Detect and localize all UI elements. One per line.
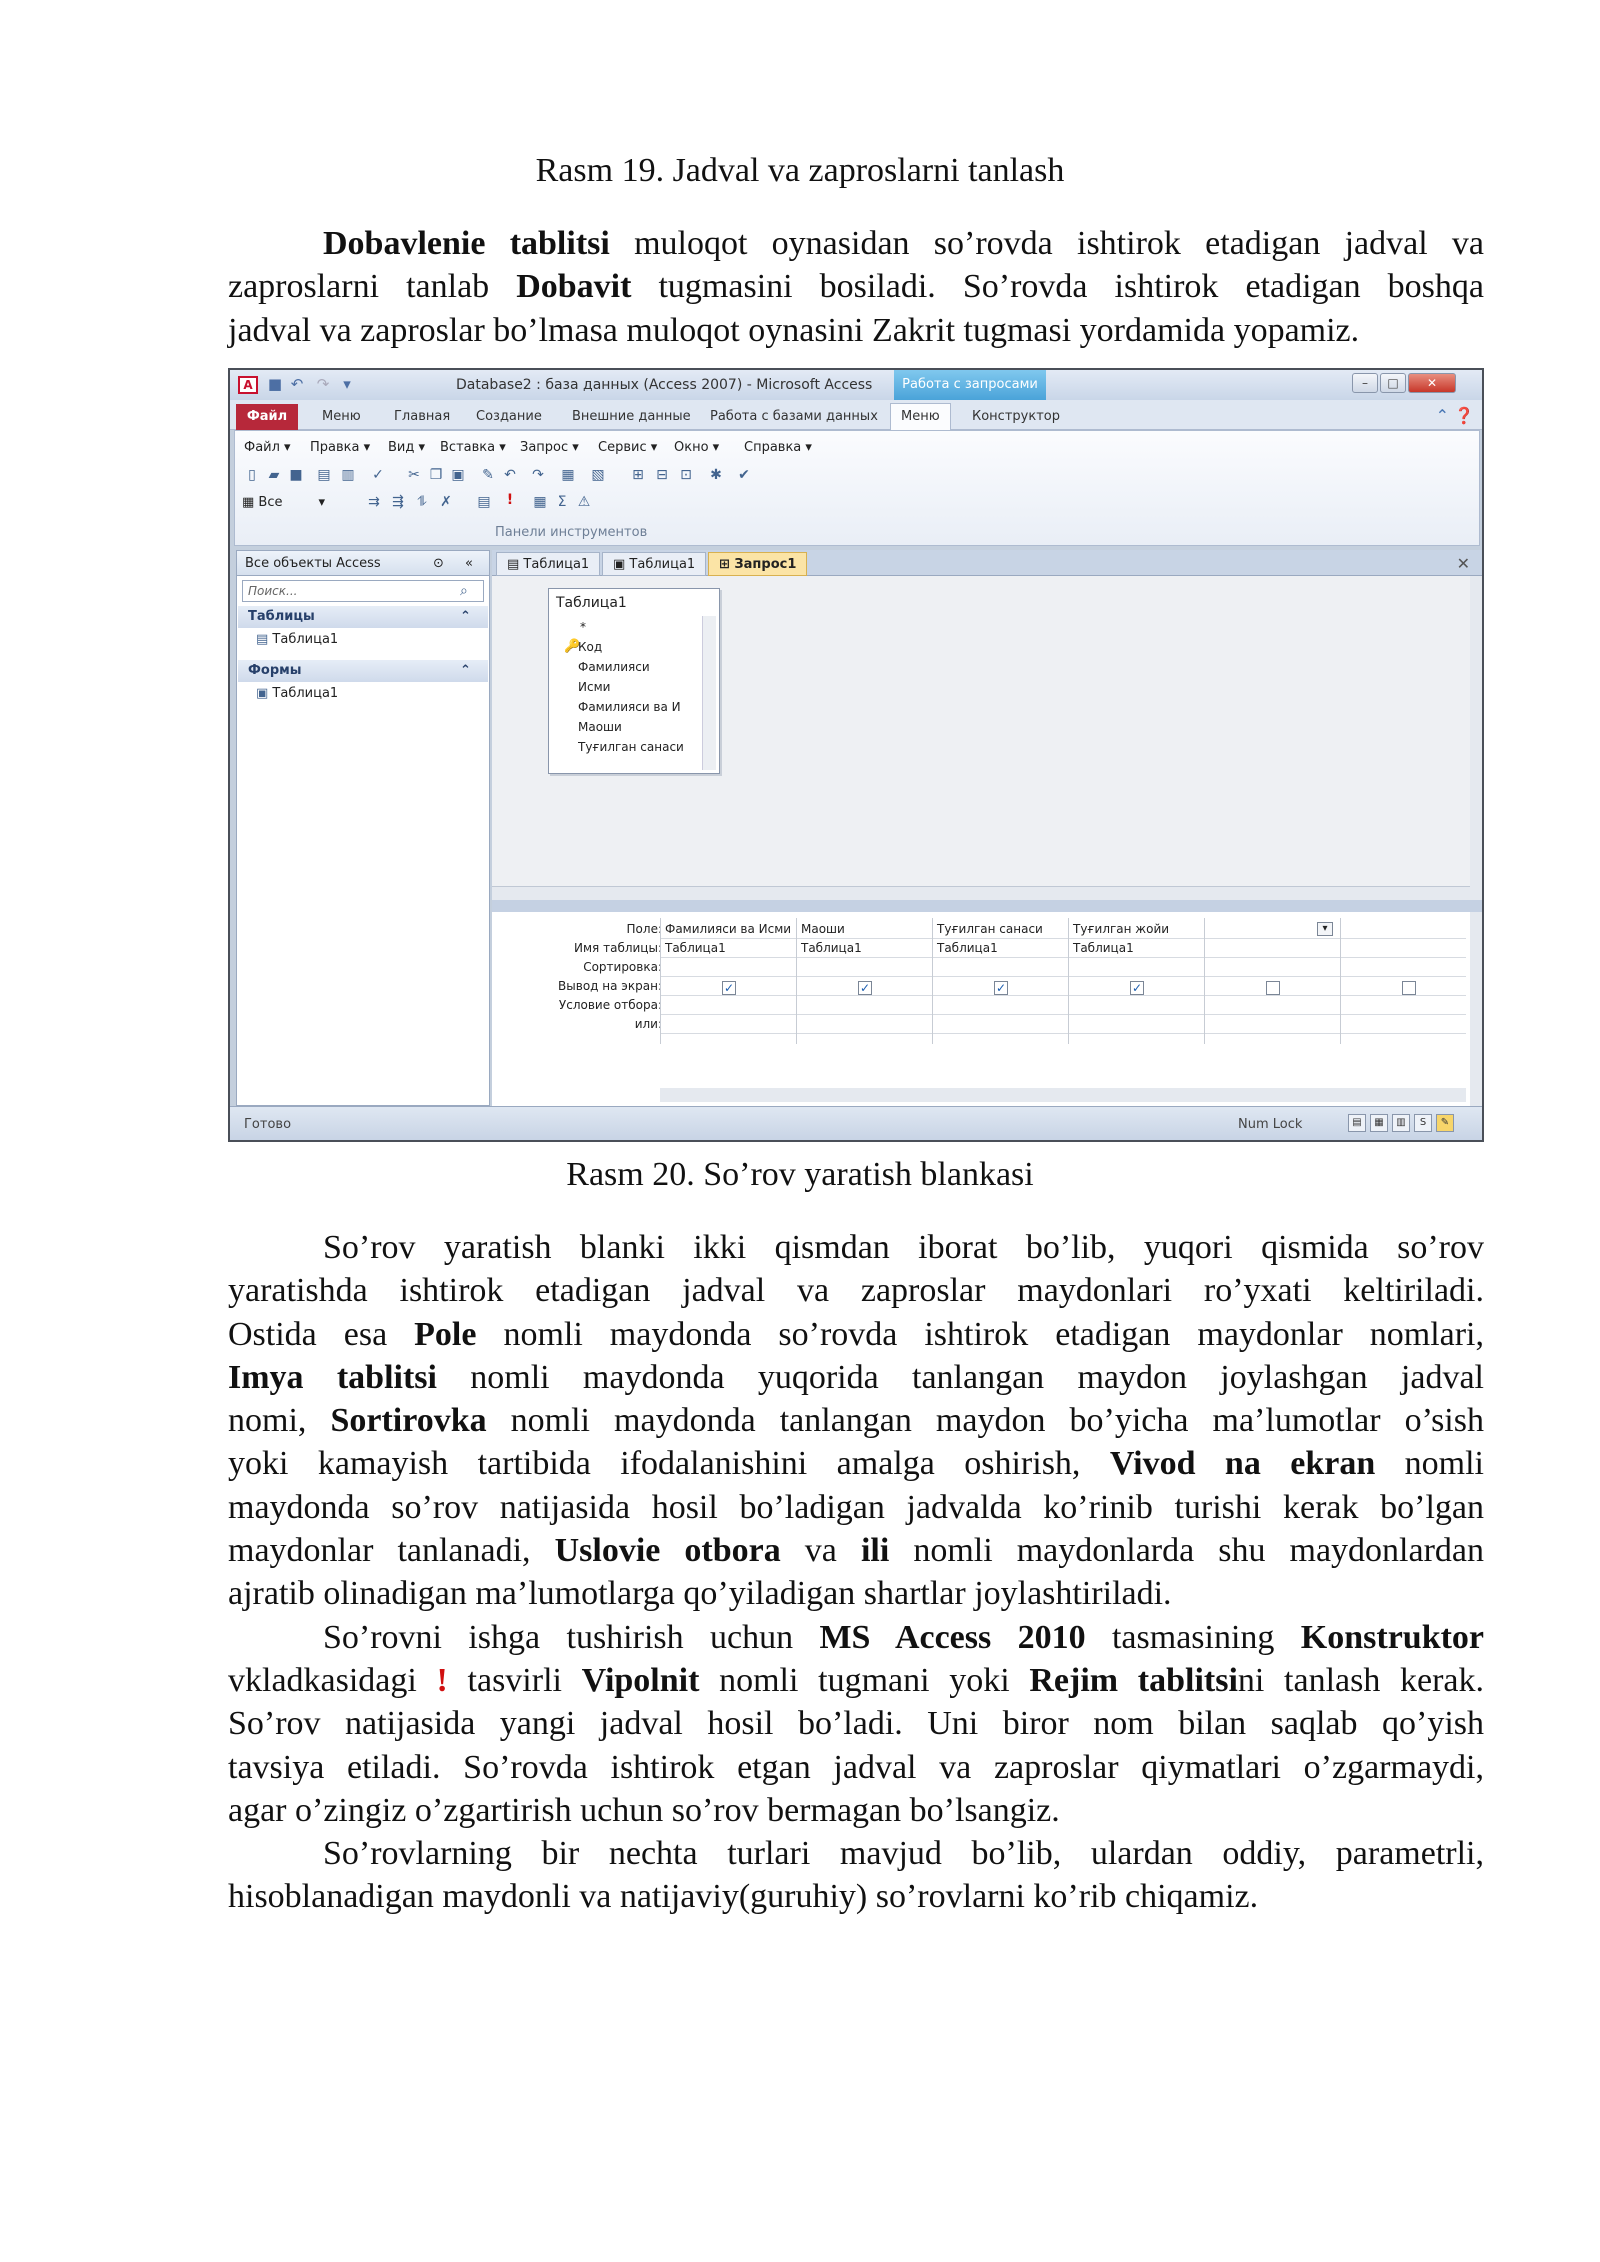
figure-caption-20: Rasm 20. So’rov yaratish blankasi (566, 1156, 1034, 1193)
nav-item-table[interactable] (256, 632, 338, 647)
table-icon: ▤ (507, 557, 524, 572)
menu-view[interactable]: Вид ▾ (388, 440, 426, 455)
access-window-screenshot (228, 368, 1484, 1142)
field-item[interactable]: Код (578, 640, 603, 654)
text-line (228, 309, 1484, 352)
text-line (228, 1226, 1484, 1269)
show-checkbox[interactable] (1402, 981, 1416, 995)
status-text: Готово (244, 1117, 292, 1132)
form-icon: ▣ (256, 686, 273, 701)
nav-item-label: Таблица1 (272, 686, 339, 701)
field-item[interactable]: Туғилган санаси (578, 740, 684, 754)
text-line (228, 1529, 1484, 1572)
doc-tab-table[interactable] (496, 552, 600, 576)
undo-icon[interactable]: ↶ (290, 375, 304, 393)
new-icon[interactable]: ▯ (248, 467, 256, 483)
menu-service[interactable]: Сервис ▾ (598, 440, 658, 455)
pane-splitter[interactable] (492, 900, 1482, 912)
vertical-scrollbar[interactable] (1470, 576, 1482, 946)
text-line (228, 222, 1484, 265)
grid-row-label: Сортировка: (583, 960, 662, 974)
navigation-pane-header[interactable] (236, 550, 490, 576)
tab-menu-active[interactable]: Меню (890, 403, 951, 431)
numlock-indicator: Num Lock (1238, 1117, 1303, 1132)
chevron-up-icon: ⌃ (460, 663, 471, 678)
paste-icon[interactable]: ▣ (451, 467, 465, 483)
nav-header-label: Все объекты Access (245, 556, 381, 571)
totals-icon[interactable]: Σ (557, 494, 567, 510)
grid-column[interactable] (1340, 918, 1476, 1044)
top-values-icon: ▦ (242, 495, 259, 510)
chevron-down-icon[interactable]: ▾ (1317, 922, 1333, 936)
text-run: vkladkasidagi (228, 1661, 437, 1699)
customize-qat-icon[interactable]: ▾ (343, 375, 351, 393)
bold-term: ili (860, 1532, 890, 1570)
nav-item-form[interactable] (256, 686, 338, 701)
menu-insert[interactable]: Вставка ▾ (440, 440, 506, 455)
relationships-icon[interactable]: ⊟ (656, 467, 668, 483)
show-checkbox[interactable]: ✓ (1131, 981, 1143, 995)
query-type-icon[interactable]: ▧ (591, 467, 605, 483)
bold-term: Rejim tablitsi (1029, 1661, 1238, 1699)
design-view-icon[interactable]: ✎ (1436, 1114, 1454, 1132)
bold-term: Dobavlenie tablitsi (323, 225, 610, 262)
builder-icon[interactable]: ⚠ (577, 494, 591, 510)
text-run: va (780, 1532, 861, 1570)
text-run: yoki kamayish tartibida ifodalanishini amalga oshirish, (228, 1445, 1110, 1483)
search-icon[interactable]: ⌕ (460, 583, 468, 599)
nav-item-label: Таблица1 (272, 632, 339, 647)
field-item[interactable]: Фамилияси ва И (578, 700, 681, 714)
grid-table-cell[interactable]: Таблица1 (937, 941, 998, 955)
table-names-icon[interactable]: ▦ (533, 494, 547, 510)
show-checkbox[interactable] (1266, 981, 1280, 995)
field-list-title: Таблица1 (556, 595, 627, 611)
print-icon[interactable]: ▤ (317, 467, 331, 483)
bold-term: Sortirovka (330, 1402, 487, 1440)
redo-icon[interactable]: ↷ (532, 467, 544, 483)
doc-tab-query[interactable] (708, 552, 807, 576)
grid-field-cell[interactable]: Фамилияси ва Исми (665, 922, 792, 936)
toolbar-panel-label: Панели инструментов (495, 525, 648, 540)
tab-create[interactable]: Создание (476, 409, 542, 424)
text-run: tasmasining (1085, 1618, 1301, 1656)
query-icon: ⊞ (719, 557, 735, 572)
doc-tab-label: Таблица1 (629, 557, 696, 572)
paragraph-body (228, 1226, 1484, 1919)
text-run: So’rovlarning bir nechta turlari mavjud bo’lib, ulardan oddiy, parametrli, (323, 1835, 1484, 1873)
bold-term: Vipolnit (581, 1661, 700, 1699)
text-line (228, 1789, 1484, 1832)
grid-column[interactable] (660, 918, 796, 1044)
grid-table-cell[interactable]: Таблица1 (801, 941, 862, 955)
field-item[interactable]: * (580, 620, 586, 634)
chevron-down-icon[interactable]: ⊙ (433, 556, 444, 571)
chart-icon[interactable]: ✔ (738, 467, 750, 483)
maximize-button[interactable]: □ (1380, 373, 1406, 393)
text-line (228, 1486, 1484, 1529)
undo-icon[interactable]: ↶ (504, 467, 516, 483)
grid-field-cell[interactable]: Туғилган санаси (937, 922, 1043, 936)
grid-table-cell[interactable]: Таблица1 (665, 941, 726, 955)
text-line (228, 1875, 1484, 1918)
field-item[interactable]: Исми (578, 680, 611, 694)
chevron-down-icon: ▾ (318, 495, 326, 510)
field-item[interactable]: Маоши (578, 720, 622, 734)
text-run: So’rovni ishga tushirish uchun (323, 1618, 820, 1656)
text-run: nomi, (228, 1402, 331, 1440)
text-line (228, 1313, 1484, 1356)
menu-window[interactable]: Окно ▾ (674, 440, 720, 455)
grid-field-cell[interactable]: Маоши (801, 922, 845, 936)
grid-column[interactable] (932, 918, 1068, 1044)
text-run: jadval va zaproslar bo’lmasa muloqot oynasini Zakrit tugmasi yordamida yopamiz. (228, 311, 1360, 349)
bold-term: MS Access 2010 (819, 1618, 1086, 1656)
bold-term: Pole (414, 1315, 477, 1353)
bold-term: Vivod na ekran (1109, 1445, 1376, 1483)
text-line (228, 1746, 1484, 1789)
bold-term: Imya tablitsi (228, 1358, 437, 1396)
doc-tab-table[interactable] (602, 552, 706, 576)
tab-file[interactable]: Файл (236, 404, 298, 430)
menu-help[interactable]: Справка ▾ (744, 440, 812, 455)
view-icon[interactable]: ▦ (561, 467, 575, 483)
datasheet-view-icon[interactable]: ▤ (1348, 1114, 1366, 1132)
key-icon: 🔑 (564, 639, 581, 654)
form-icon: ▣ (613, 557, 630, 572)
text-run: nomli maydonlarda shu maydonlardan (889, 1532, 1485, 1570)
text-run: zaproslarni tanlab (228, 268, 517, 306)
text-run: nomli maydonda so’rovda ishtirok etadigan maydonlar nomlari, (476, 1315, 1484, 1353)
spelling-icon[interactable]: ✓ (372, 467, 384, 483)
text-run: ajratib olinadigan ma’lumotlarga qo’yiladigan shartlar joylashtiriladi. (228, 1575, 1172, 1613)
menu-file[interactable]: Файл ▾ (244, 440, 291, 455)
text-run: nomli maydonda tanlangan maydon bo’yicha ma’lumotlar o’sish (486, 1402, 1484, 1440)
text-line (228, 1832, 1484, 1875)
text-run: tasvirli (447, 1661, 582, 1699)
text-run: nomli maydonda yuqorida tanlangan maydon joylashgan jadval (436, 1358, 1484, 1396)
save-icon[interactable]: ■ (289, 467, 303, 483)
top-values-combo[interactable] (242, 495, 325, 510)
text-run: Ostida esa (228, 1315, 415, 1353)
show-table-icon[interactable]: ⊞ (632, 467, 644, 483)
doc-tab-label: Запрос1 (734, 557, 797, 572)
text-line (228, 1616, 1484, 1659)
cut-icon[interactable]: ✂ (408, 467, 420, 483)
context-tab-query-tools: Работа с запросами (894, 370, 1046, 400)
text-line (228, 1702, 1484, 1745)
grid-row-label: Условие отбора: (558, 998, 662, 1012)
grid-row-label: Поле: (626, 922, 662, 936)
chart-view-icon[interactable]: ▥ (1392, 1114, 1410, 1132)
text-run: ni tanlash kerak. (1237, 1661, 1485, 1699)
insert-columns-icon[interactable]: ⥮ (416, 494, 428, 510)
build-icon[interactable]: ✱ (710, 467, 722, 483)
tab-database-tools[interactable]: Работа с базами данных (710, 409, 878, 424)
copy-icon[interactable]: ❐ (429, 467, 443, 483)
show-checkbox[interactable]: ✓ (723, 981, 735, 995)
tab-designer[interactable]: Конструктор (972, 409, 1060, 424)
grid-column[interactable] (796, 918, 932, 1044)
text-run: So’rov yaratish blanki ikki qismdan iborat bo’lib, yuqori qismida so’rov (323, 1229, 1484, 1266)
paragraph-intro (228, 222, 1484, 352)
text-run: agar o’zingiz o’zgartirish uchun so’rov bermagan bo’lsangiz. (228, 1791, 1060, 1829)
figure-caption-19: Rasm 19. Jadval va zaproslarni tanlash (535, 152, 1065, 189)
tab-external-data[interactable]: Внешние данные (572, 409, 691, 424)
field-list-scrollbar[interactable] (702, 616, 716, 770)
field-item[interactable]: Фамилияси (578, 660, 650, 674)
properties-icon[interactable]: ⊡ (680, 467, 692, 483)
bold-term: Dobavit (516, 268, 632, 306)
datasheet-icon[interactable]: ▤ (477, 494, 491, 510)
help-icon[interactable]: ⌃ ❓ (1435, 406, 1474, 425)
text-run: yaratishda ishtirok etadigan jadval va zaproslar maydonlari ro’yxati keltiriladi. (228, 1272, 1484, 1310)
redo-icon[interactable]: ↷ (316, 375, 330, 393)
preview-icon[interactable]: ▥ (341, 467, 355, 483)
text-line (228, 265, 1484, 308)
table-icon: ▤ (256, 632, 273, 647)
window-title: Database2 : база данных (Access 2007) - Microsoft Access (456, 377, 873, 393)
text-line (228, 1659, 1484, 1702)
text-line (228, 1399, 1484, 1442)
grid-vertical-scrollbar[interactable] (1470, 912, 1482, 1106)
text-run: nomli (1375, 1445, 1484, 1483)
grid-row-label: Вывод на экран: (558, 979, 662, 993)
bold-term: Konstruktor (1300, 1618, 1485, 1656)
tab-menu[interactable]: Меню (322, 409, 361, 424)
menu-edit[interactable]: Правка ▾ (310, 440, 371, 455)
exclamation-symbol: ! (436, 1661, 448, 1699)
horizontal-scrollbar[interactable] (492, 886, 1470, 900)
show-checkbox[interactable]: ✓ (995, 981, 1007, 995)
text-run: So’rov natijasida yangi jadval hosil bo’ladi. Uni biror nom bilan saqlab qo’yish (228, 1705, 1484, 1743)
grid-row-label: Имя таблицы: (574, 941, 662, 955)
text-line (228, 1572, 1484, 1615)
nav-group-label: Таблицы (248, 609, 315, 624)
text-run: hisoblanadigan maydonli va natijaviy(guruhiy) so’rovlarni ko’rib chiqamiz. (228, 1878, 1259, 1916)
grid-table-cell[interactable]: Таблица1 (1073, 941, 1134, 955)
format-painter-icon[interactable]: ✎ (482, 467, 494, 483)
insert-rows-icon[interactable]: ⇉ (368, 494, 380, 510)
run-icon[interactable]: ! (506, 492, 514, 508)
collapse-icon[interactable]: « (465, 556, 473, 571)
text-line (228, 1356, 1484, 1399)
text-run: nomli tugmani yoki (699, 1661, 1030, 1699)
grid-horizontal-scrollbar[interactable] (660, 1088, 1466, 1102)
grid-field-cell[interactable]: Туғилган жойи (1073, 922, 1170, 936)
text-line (228, 1442, 1484, 1485)
access-app-icon: A (238, 376, 258, 394)
grid-column[interactable] (1068, 918, 1204, 1044)
show-checkbox[interactable]: ✓ (859, 981, 871, 995)
pivot-view-icon[interactable]: ▦ (1370, 1114, 1388, 1132)
delete-rows-icon[interactable]: ⇶ (392, 494, 404, 510)
sql-view-icon[interactable]: S (1414, 1114, 1432, 1132)
text-run: maydonlar tanlanadi, (228, 1532, 555, 1570)
doc-tab-label: Таблица1 (523, 557, 590, 572)
nav-group-tables[interactable] (238, 606, 488, 628)
chevron-up-icon: ⌃ (460, 609, 471, 624)
tab-home[interactable]: Главная (394, 409, 451, 424)
grid-column[interactable] (1204, 918, 1340, 1044)
text-run: tugmasini bosiladi. So’rovda ishtirok etadigan boshqa (631, 268, 1484, 306)
nav-search-input[interactable]: Поиск... (242, 580, 484, 602)
top-values-value: Все (258, 495, 283, 510)
menu-query[interactable]: Запрос ▾ (520, 440, 579, 455)
close-icon[interactable]: ✕ (1456, 554, 1470, 573)
minimize-button[interactable]: – (1352, 373, 1378, 393)
open-icon[interactable]: ▰ (268, 467, 280, 483)
text-run: tavsiya etiladi. So’rovda ishtirok etgan jadval va zaproslar qiymatlari o’zgarmaydi, (228, 1748, 1484, 1786)
delete-columns-icon[interactable]: ✗ (440, 494, 452, 510)
text-run: muloqot oynasidan so’rovda ishtirok etadigan jadval va (609, 225, 1484, 262)
save-icon[interactable]: ■ (267, 375, 283, 393)
text-line (228, 1269, 1484, 1312)
nav-group-label: Формы (248, 663, 302, 678)
text-run: maydonda so’rov natijasida hosil bo’ladigan jadvalda ko’rinib turishi kerak bo’lgan (228, 1488, 1484, 1526)
nav-group-forms[interactable] (238, 660, 488, 682)
bold-term: Uslovie otbora (554, 1532, 781, 1570)
grid-row-label: или: (634, 1017, 662, 1031)
close-button[interactable]: ✕ (1408, 373, 1456, 393)
